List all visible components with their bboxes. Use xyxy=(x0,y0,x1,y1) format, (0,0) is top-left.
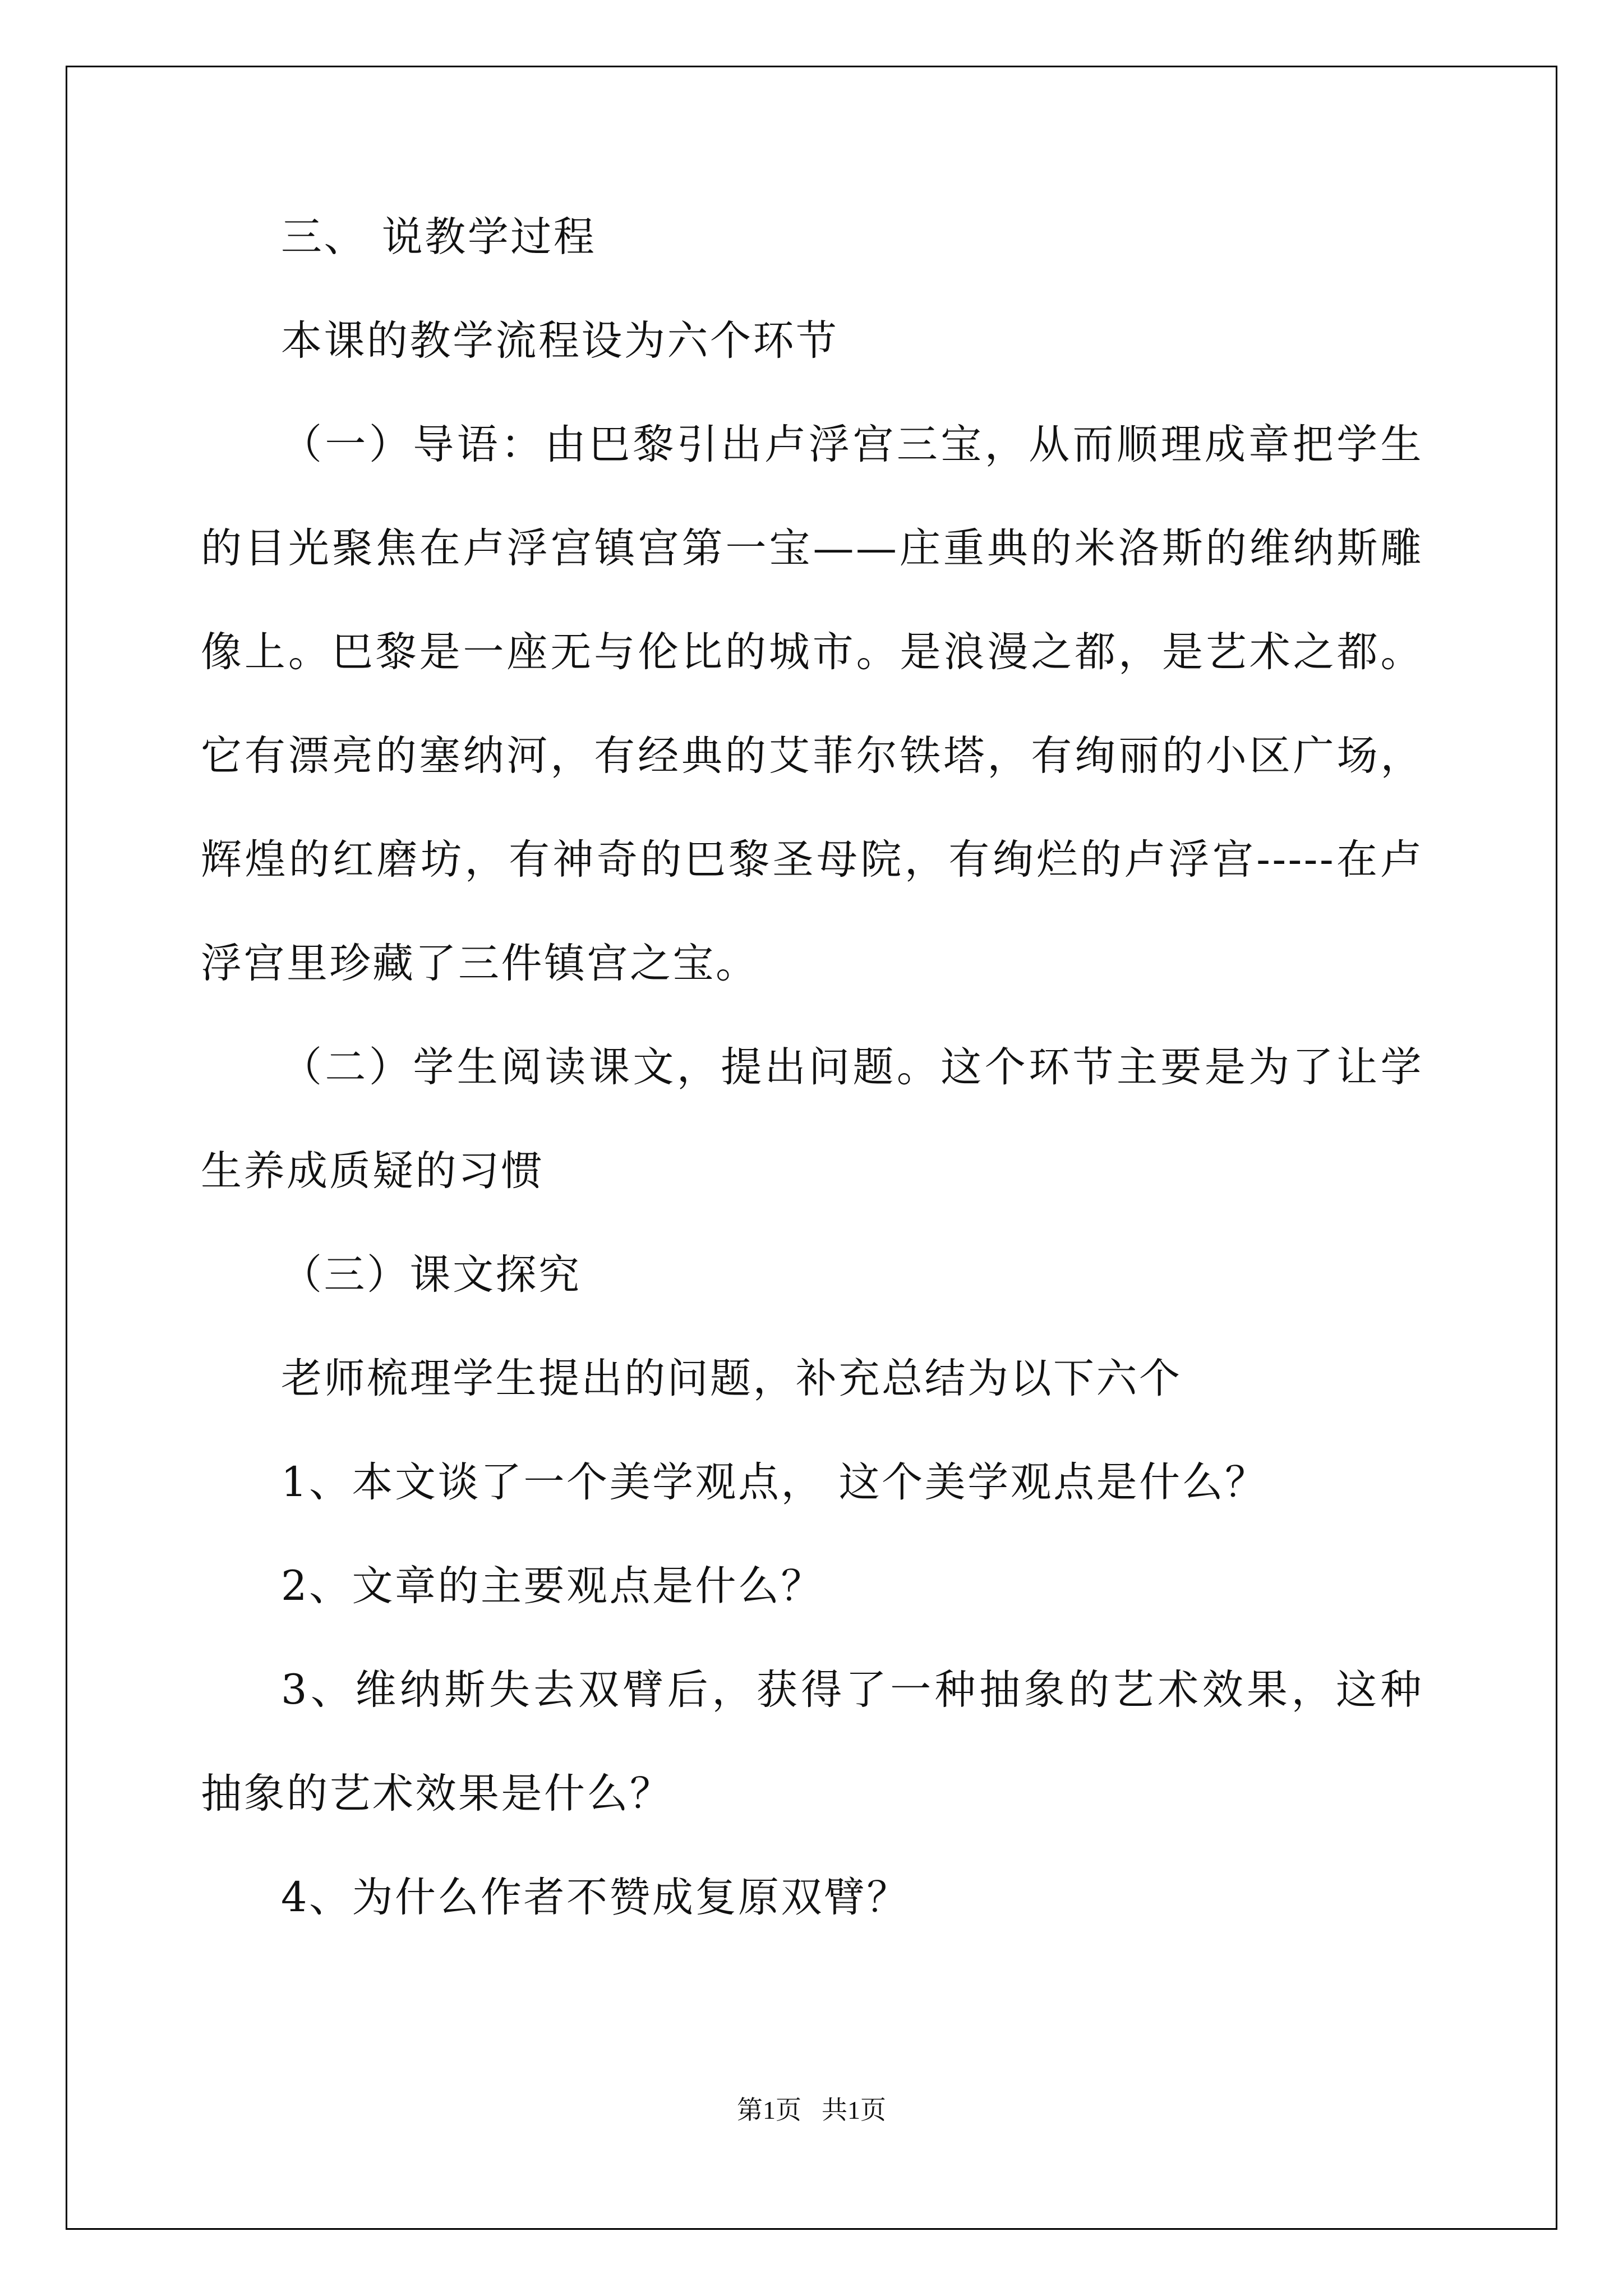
paragraph-step-2: （二）学生阅读课文，提出问题。这个环节主要是为了让学生养成质疑的习惯 xyxy=(201,1043,1423,1195)
page-number: 第1页 xyxy=(737,2096,801,2124)
question-item-4: 4、为什么作者不赞成复原双臂？ xyxy=(281,1874,910,1921)
paragraph-step-1: （一）导语：由巴黎引出卢浮宫三宝，从而顺理成章把学生的目光聚焦在卢浮宫镇宫第一宝——庄重典的米洛斯的维纳斯雕像上。巴黎是一座无与伦比的城市。是浪漫之都，是艺术之都。它有漂亮的塞纳河，有经典的艾菲尔铁塔，有绚丽的小区广场，辉煌的红磨坊，有神奇的巴黎圣母院，有绚烂的卢浮宫-----在卢浮宫里珍藏了三件镇宫之宝。 xyxy=(201,421,1423,987)
page-total: 共1页 xyxy=(822,2096,886,2124)
paragraph-questions-intro: 老师梳理学生提出的问题，补充总结为以下六个 xyxy=(281,1355,1182,1402)
question-item-2: 2、文章的主要观点是什么？ xyxy=(281,1562,824,1610)
document-body xyxy=(201,185,1423,1949)
question-item-3: 3、维纳斯失去双臂后，获得了一种抽象的艺术效果，这种抽象的艺术效果是什么？ xyxy=(201,1666,1423,1818)
paragraph-step-3: （三）课文探究 xyxy=(281,1251,582,1299)
question-item-1: 1、本文谈了一个美学观点， 这个美学观点是什么？ xyxy=(281,1458,1268,1506)
page-footer xyxy=(0,2090,1623,2127)
section-heading: 三、 说教学过程 xyxy=(281,213,597,261)
paragraph-intro: 本课的教学流程设为六个环节 xyxy=(281,317,839,365)
